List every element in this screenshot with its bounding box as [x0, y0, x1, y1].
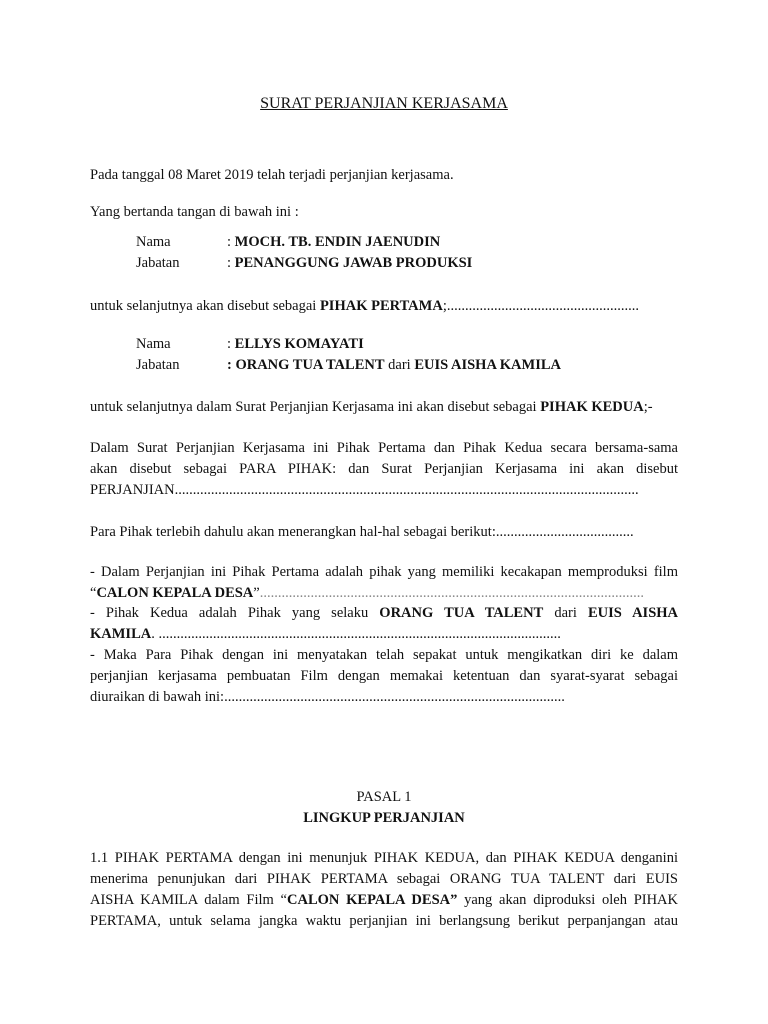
- point2-line1: - Pihak Kedua adalah Pihak yang selaku ORANG TUA TALENT dari EUIS AISHA: [90, 605, 679, 621]
- party2-nama-label: Nama: [136, 336, 171, 352]
- pasal-line1: 1.1 PIHAK PERTAMA dengan ini menunjuk PIHAK KEDUA, dan PIHAK KEDUA denganini: [90, 850, 678, 866]
- signatory-intro: Yang bertanda tangan di bawah ini :: [90, 204, 299, 220]
- pasal-line2: menerima penunjukan dari PIHAK PERTAMA sebagai ORANG TUA TALENT dari EUIS: [90, 871, 678, 887]
- pasal-line3: AISHA KAMILA dalam Film “CALON KEPALA DESA” yang akan diproduksi oleh PIHAK: [90, 892, 679, 908]
- party2-designation: untuk selanjutnya dalam Surat Perjanjian Kerjasama ini akan disebut sebagai PIHAK KEDUA;-: [90, 399, 653, 415]
- party2-nama-value: : ELLYS KOMAYATI: [227, 336, 364, 352]
- intro-text: Pada tanggal 08 Maret 2019 telah terjadi perjanjian kerjasama.: [90, 167, 454, 183]
- point3-line1: - Maka Para Pihak dengan ini menyatakan telah sepakat untuk mengikatkan diri ke dalam: [90, 647, 678, 663]
- party1-jabatan-label: Jabatan: [136, 255, 180, 271]
- party2-jabatan-value: : ORANG TUA TALENT dari EUIS AISHA KAMILA: [227, 357, 561, 373]
- pasal-heading: LINGKUP PERJANJIAN: [303, 810, 465, 826]
- explain-intro: Para Pihak terlebih dahulu akan menerangkan hal-hal sebagai berikut:......................................: [90, 524, 634, 540]
- para-pihak-line3: PERJANJIAN................................................................................................................................: [90, 482, 639, 498]
- party1-designation: untuk selanjutnya akan disebut sebagai PIHAK PERTAMA;.....................................................: [90, 298, 639, 314]
- point3-line2: perjanjian kerjasama pembuatan Film dengan memakai ketentuan dan syarat-syarat sebagai: [90, 668, 678, 684]
- point1-line2: “CALON KEPALA DESA”..........................................................................................................: [90, 585, 644, 601]
- point3-line3: diuraikan di bawah ini:..............................................................................................: [90, 689, 565, 705]
- pasal-line4: PERTAMA, untuk selama jangka waktu perjanjian ini berlangsung berikut perpanjangan atau: [90, 913, 678, 929]
- para-pihak-line2: akan disebut sebagai PARA PIHAK: dan Surat Perjanjian Kerjasama ini akan disebut: [90, 461, 678, 477]
- document-title: SURAT PERJANJIAN KERJASAMA: [260, 95, 508, 112]
- party2-jabatan-label: Jabatan: [136, 357, 180, 373]
- party1-nama-label: Nama: [136, 234, 171, 250]
- point1-line1: - Dalam Perjanjian ini Pihak Pertama adalah pihak yang memiliki kecakapan memproduksi film: [90, 564, 678, 580]
- pasal-number: PASAL 1: [356, 789, 412, 805]
- point2-line2: KAMILA. ...............................................................................................................: [90, 626, 561, 642]
- party1-nama-value: : MOCH. TB. ENDIN JAENUDIN: [227, 234, 441, 250]
- party1-jabatan-value: : PENANGGUNG JAWAB PRODUKSI: [227, 255, 473, 271]
- para-pihak-line1: Dalam Surat Perjanjian Kerjasama ini Pihak Pertama dan Pihak Kedua secara bersama-sama: [90, 440, 678, 456]
